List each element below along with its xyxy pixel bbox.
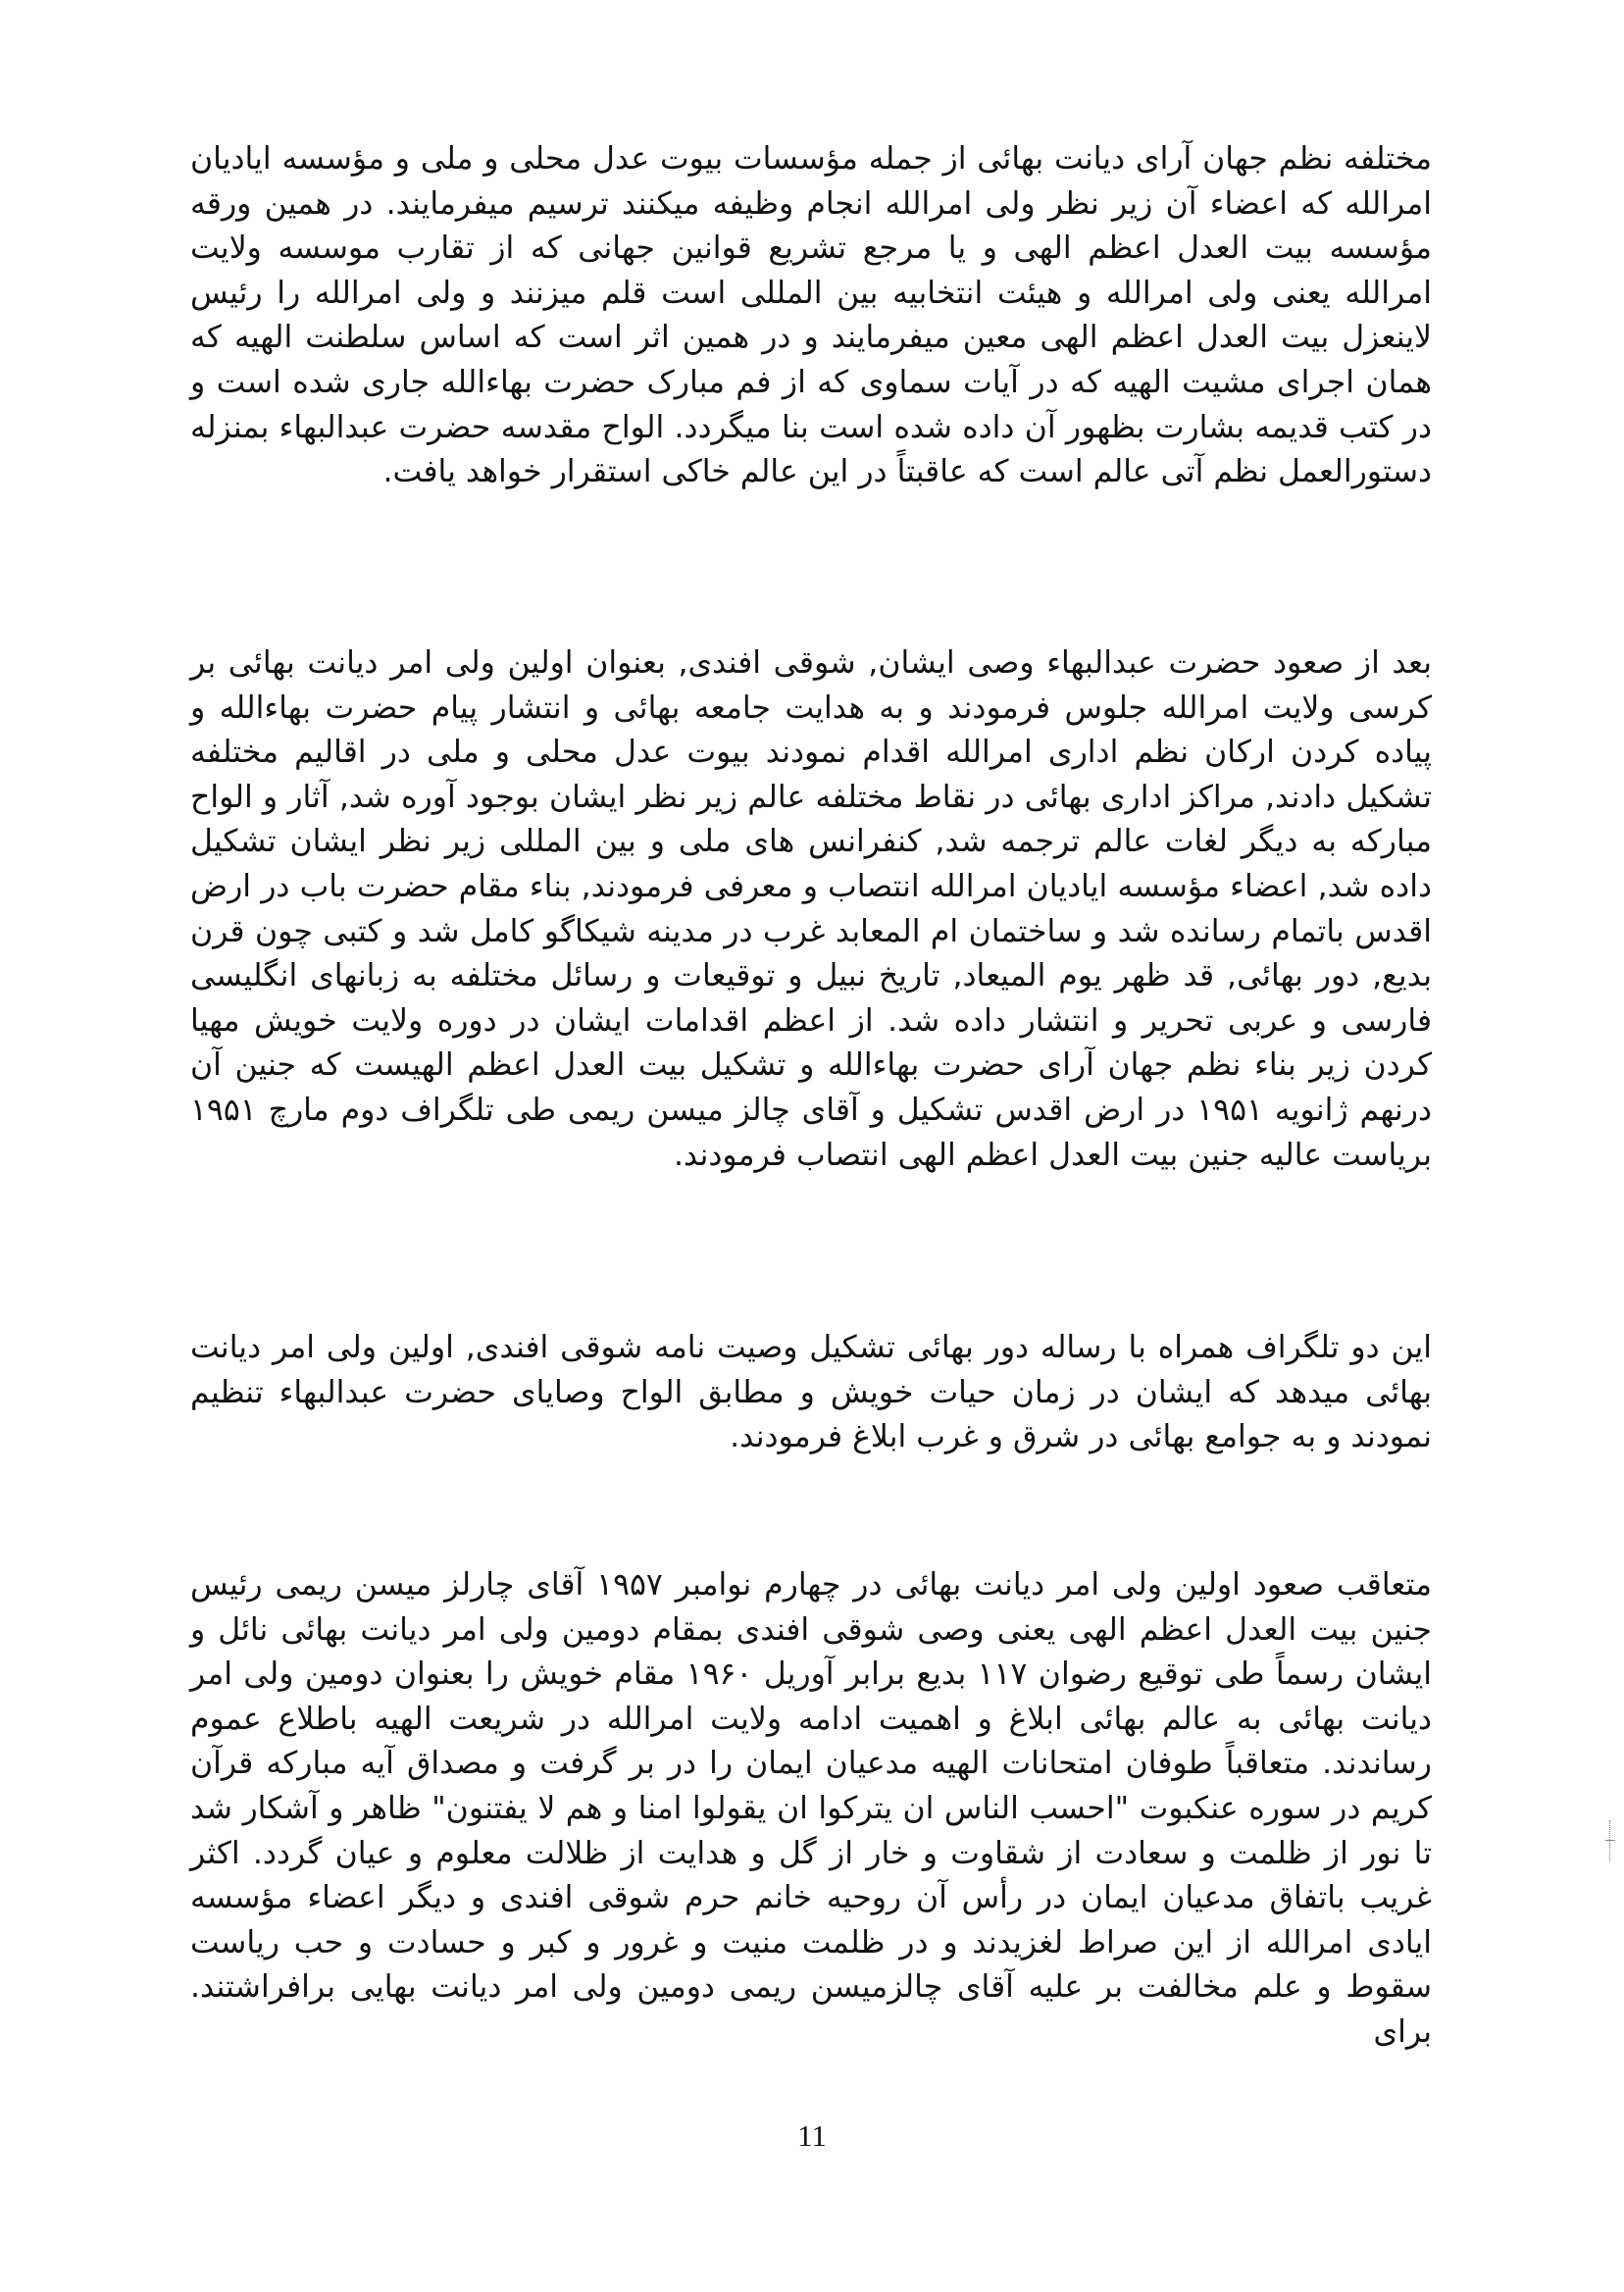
page-number: 11 [797, 2118, 827, 2153]
paragraph-text: این دو تلگراف همراه با رساله دور بهائی تشکیل وصیت نامه شوقی افندی, اولین ولی امر دیانت بهائی میدهد که ایشان در زمان حیات خویش و مطابق الواح وصایای حضرت عبدالبهاء تنظیم نمودند و به جوامع بهائی در شرق و غرب ابلاغ فرمودند. [190, 1330, 1432, 1455]
paragraph-2 [190, 641, 1432, 1178]
paragraph-text: متعاقب صعود اولین ولی امر دیانت بهائی در چهارم نوامبر ۱۹۵۷ آقای چارلز میسن ریمی رئیس جنین بیت العدل اعظم الهی یعنی وصی شوقی افندی بمقام دومین ولی امر دیانت بهائی نائل و ایشان رسماً طی توقیع رضوان ۱۱۷ بدیع برابر آوریل ۱۹۶۰ مقام خویش را بعنوان دومین ولی امر دیانت بهائی به عالم بهائی ابلاغ و اهمیت ادامه ولایت امرالله در شریعت الهیه باطلاع عموم رساندند. متعاقباً طوفان امتحانات الهیه مدعیان ایمان را در بر گرفت و مصداق آیه مبارکه قرآن کریم در سوره عنکبوت "احسب الناس ان یترکوا ان یقولوا امنا و هم لا یفتنون" ظاهر و آشکار شد تا نور از ظلمت و سعادت از شقاوت و خار از گل و هدایت از ظلالت معلوم و عیان گردد. اکثر غریب باتفاق مدعیان ایمان در رأس آن روحیه خانم حرم شوقی افندی و دیگر اعضاء مؤسسه ایادی امرالله از این صراط لغزیدند و در ظلمت منیت و غرور و کبر و حسادت و حب ریاست سقوط و علم مخالفت بر علیه آقای چالزمیسن ریمی دومین ولی امر دیانت بهایی برافراشتند. برای [190, 1567, 1432, 2050]
paragraph-4 [190, 1563, 1432, 2056]
margin-scan-mark [1609, 1820, 1612, 1861]
paragraph-3 [190, 1326, 1432, 1460]
paragraph-text: مختلفه نظم جهان آرای دیانت بهائی از جمله مؤسسات بیوت عدل محلی و ملی و مؤسسه ایادیان امرالله که اعضاء آن زیر نظر ولی امرالله انجام وظیفه میکنند ترسیم میفرمایند. در همین ورقه مؤسسه بیت العدل اعظم الهی و یا مرجع تشریع قوانین جهانی که از تقارب موسسه ولایت امرالله یعنی ولی امرالله و هیئت انتخابیه بین المللی است قلم میزنند و ولی امرالله را رئیس لاینعزل بیت العدل اعظم الهی معین میفرمایند و در همین اثر است که اساس سلطنت الهیه که همان اجرای مشیت الهیه که در آیات سماوی که از فم مبارک حضرت بهاءالله جاری شده است و در کتب قدیمه بشارت بظهور آن داده شده است بنا میگردد. الواح مقدسه حضرت عبدالبهاء بمنزله دستورالعمل نظم آتی عالم است که عاقبتاً در این عالم خاکی استقرار خواهد یافت. [190, 141, 1432, 490]
paragraph-text: بعد از صعود حضرت عبدالبهاء وصی ایشان, شوقی افندی, بعنوان اولین ولی امر دیانت بهائی بر کرسی ولایت امرالله جلوس فرمودند و به هدایت جامعه بهائی و انتشار پیام حضرت بهاءالله و پیاده کردن ارکان نظم اداری امرالله اقدام نمودند بیوت عدل محلی و ملی در اقالیم مختلفه تشکیل دادند, مراکز اداری بهائی در نقاط مختلفه عالم زیر نظر ایشان بوجود آوره شد, آثار و الواح مبارکه به دیگر لغات عالم ترجمه شد, کنفرانس های ملی و بین المللی زیر نظر ایشان تشکیل داده شد, اعضاء مؤسسه ایادیان امرالله انتصاب و معرفی فرمودند, بناء مقام حضرت باب در ارض اقدس باتمام رسانده شد و ساختمان ام المعابد غرب در مدینه شیکاگو کامل شد و کتبی چون قرن بدیع, دور بهائی, قد ظهر یوم المیعاد, تاریخ نبیل و توقیعات و رسائل مختلفه به زبانهای انگلیسی فارسی و عربی تحریر و انتشار داده شد. از اعظم اقدامات ایشان در دوره ولایت خویش مهیا کردن زیر بناء نظم جهان آرای حضرت بهاءالله و تشکیل بیت العدل اعظم الهیست که جنین آن درنهم ژانویه ۱۹۵۱ در ارض اقدس تشکیل و آقای چالز میسن ریمی طی تلگراف دوم مارچ ۱۹۵۱ بریاست عالیه جنین بیت العدل اعظم الهی انتصاب فرمودند. [190, 645, 1432, 1173]
paragraph-1 [190, 137, 1432, 495]
